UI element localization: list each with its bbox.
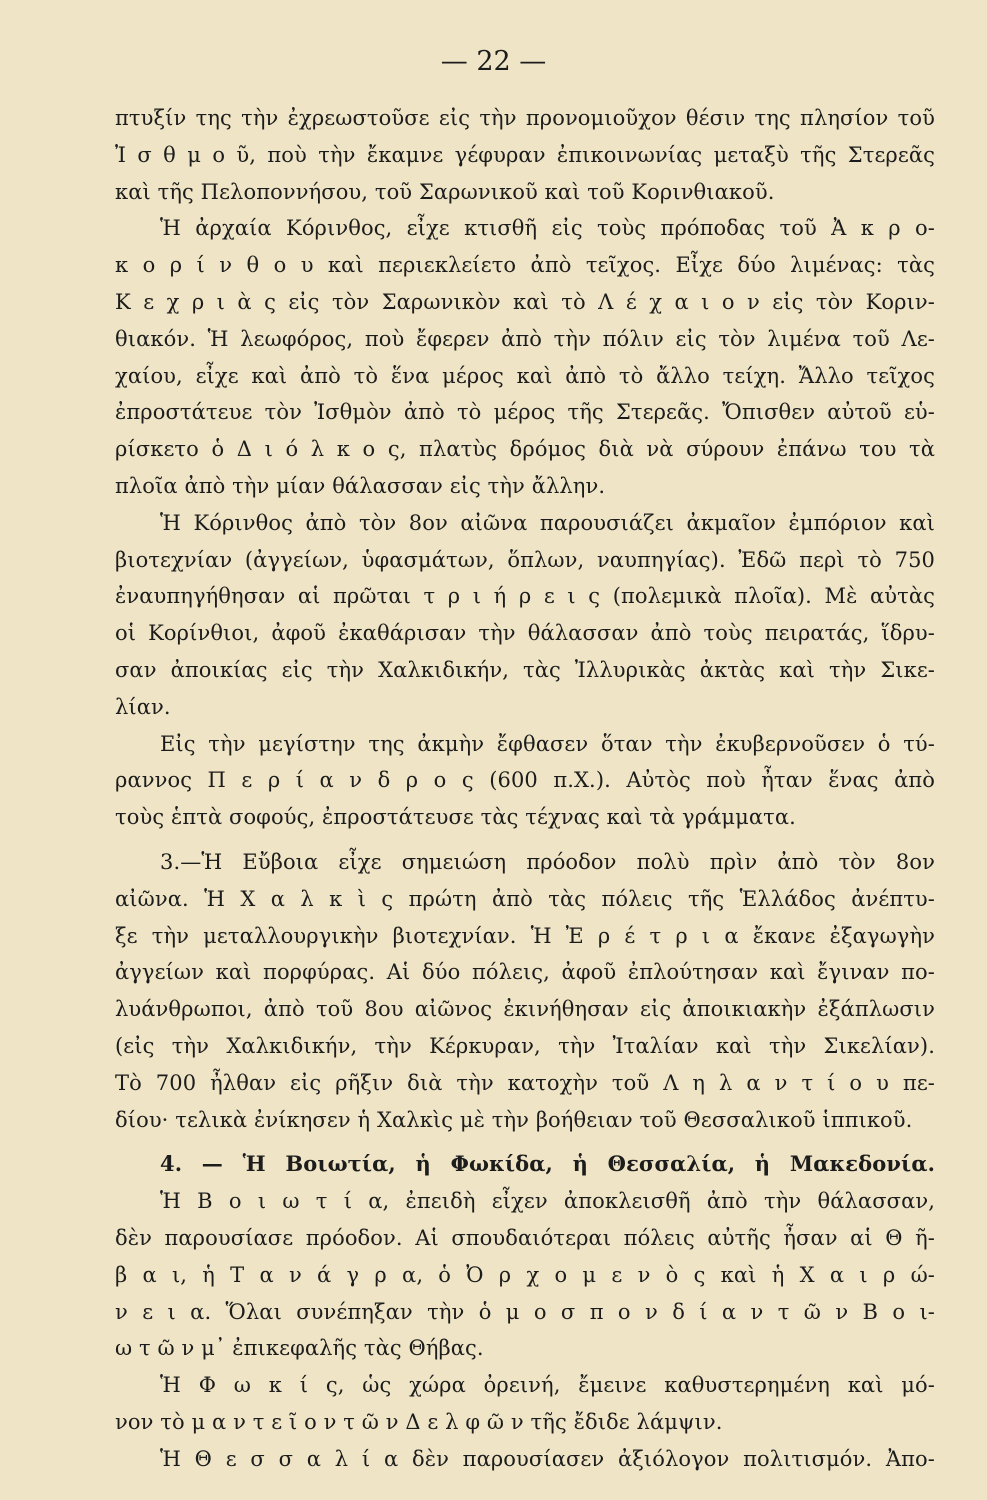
text-line: Ἡ Β ο ι ω τ ί α, ἐπειδὴ εἶχεν ἀποκλεισθῆ ἀπὸ τὴν θάλασσαν, [160, 1189, 935, 1214]
text-line: ἐπροστάτευε τὸν Ἰσθμὸν ἀπὸ τὸ μέρος τῆς Στερεᾶς. Ὄπισθεν αὐτοῦ εὑ- [115, 400, 935, 425]
text-line: 3.—Ἡ Εὔβοια εἶχε σημειώση πρόοδον πολὺ πρὶν ἀπὸ τὸν 8ον [160, 849, 935, 874]
text-line: αἰῶνα. Ἡ Χ α λ κ ὶ ς πρώτη ἀπὸ τὰς πόλεις τῆς Ἑλλάδος ἀνέπτυ- [115, 886, 935, 911]
text-line: τοὺς ἑπτὰ σοφούς, ἐπροστάτευσε τὰς τέχνας καὶ τὰ γράμματα. [115, 805, 796, 830]
text-line: Ἡ Φ ω κ ί ς, ὡς χώρα ὀρεινή, ἔμεινε καθυστερημένη καὶ μό- [160, 1373, 935, 1398]
text-line: καὶ τῆς Πελοποννήσου, τοῦ Σαρωνικοῦ καὶ τοῦ Κορινθιακοῦ. [115, 179, 775, 204]
text-line: βιοτεχνίαν (ἀγγείων, ὑφασμάτων, ὅπλων, ναυπηγίας). Ἐδῶ περὶ τὸ 750 [115, 547, 935, 572]
text-line: ραννος Π ε ρ ί α ν δ ρ ο ς (600 π.Χ.). Αὐτὸς ποὺ ἦταν ἕνας ἀπὸ [115, 768, 935, 793]
text-line: οἱ Κορίνθιοι, ἀφοῦ ἐκαθάρισαν τὴν θάλασσαν ἀπὸ τοὺς πειρατάς, ἵδρυ- [115, 621, 935, 646]
text-line: λίαν. [115, 694, 171, 719]
text-line: ξε τὴν μεταλλουργικὴν βιοτεχνίαν. Ἡ Ἐ ρ έ τ ρ ι α ἔκανε ἐξαγωγὴν [115, 923, 935, 948]
text-line: πλοῖα ἀπὸ τὴν μίαν θάλασσαν εἰς τὴν ἄλλην. [115, 473, 606, 498]
text-line: νον τὸ μ α ν τ ε ῖ ο ν τ ῶ ν Δ ε λ φ ῶ ν τῆς ἔδιδε λάμψιν. [115, 1409, 723, 1434]
text-line: Ἡ Κόρινθος ἀπὸ τὸν 8ον αἰῶνα παρουσιάζει ἀκμαῖον ἐμπόριον καὶ [160, 510, 935, 535]
text-line: ω τ ῶ ν μ᾿ ἐπικεφαλῆς τὰς Θήβας. [115, 1336, 484, 1361]
text-line: ἐναυπηγήθησαν αἱ πρῶται τ ρ ι ή ρ ε ι ς (πολεμικὰ πλοῖα). Μὲ αὐτὰς [115, 584, 935, 609]
text-line: πτυξίν της τὴν ἐχρεωστοῦσε εἰς τὴν προνομιοῦχον θέσιν της πλησίον τοῦ [115, 106, 935, 130]
text-line: λυάνθρωποι, ἀπὸ τοῦ 8ου αἰῶνος ἐκινήθησαν εἰς ἀποικιακὴν ἐξάπλωσιν [115, 997, 935, 1022]
section-heading-line: 4. — Ἡ Βοιωτία, ἡ Φωκίδα, ἡ Θεσσαλία, ἡ Μακεδονία. [160, 1151, 935, 1177]
page-number: — 22 — [440, 46, 547, 77]
text-line: σαν ἀποικίας εἰς τὴν Χαλκιδικήν, τὰς Ἰλλυρικὰς ἀκτὰς καὶ τὴν Σικε- [115, 657, 935, 682]
body-text [115, 100, 935, 1477]
text-line: θιακόν. Ἡ λεωφόρος, ποὺ ἔφερεν ἀπὸ τὴν πόλιν εἰς τὸν λιμένα τοῦ Λε- [115, 326, 935, 351]
text-line: Ἡ Θ ε σ σ α λ ί α δὲν παρουσίασεν ἀξιόλογον πολιτισμόν. Ἀπο- [160, 1446, 935, 1471]
text-line: Ἡ ἀρχαία Κόρινθος, εἶχε κτισθῆ εἰς τοὺς πρόποδας τοῦ Ἀ κ ρ ο- [160, 216, 935, 241]
text-line: δίου· τελικὰ ἐνίκησεν ἡ Χαλκὶς μὲ τὴν βοήθειαν τοῦ Θεσσαλικοῦ ἱππικοῦ. [115, 1107, 913, 1132]
text-line: ρίσκετο ὁ Δ ι ό λ κ ο ς, πλατὺς δρόμος διὰ νὰ σύρουν ἐπάνω του τὰ [115, 437, 935, 462]
text-line: κ ο ρ ί ν θ ο υ καὶ περιεκλείετο ἀπὸ τεῖχος. Εἶχε δύο λιμένας: τὰς [115, 253, 935, 278]
text-line: Κ ε χ ρ ι ὰ ς εἰς τὸν Σαρωνικὸν καὶ τὸ Λ έ χ α ι ο ν εἰς τὸν Κοριν- [115, 289, 935, 314]
text-line: Ἰ σ θ μ ο ῦ, ποὺ τὴν ἔκαμνε γέφυραν ἐπικοινωνίας μεταξὺ τῆς Στερεᾶς [115, 142, 935, 167]
text-line: (εἰς τὴν Χαλκιδικήν, τὴν Κέρκυραν, τὴν Ἰταλίαν καὶ τὴν Σικελίαν). [115, 1033, 935, 1058]
text-line: β α ι, ἡ Τ α ν ά γ ρ α, ὁ Ὀ ρ χ ο μ ε ν ὸ ς καὶ ἡ Χ α ι ρ ώ- [115, 1262, 935, 1287]
text-line: δὲν παρουσίασε πρόοδον. Αἱ σπουδαιότεραι πόλεις αὐτῆς ἦσαν αἱ Θ ῆ- [115, 1225, 935, 1250]
text-line: χαίου, εἶχε καὶ ἀπὸ τὸ ἕνα μέρος καὶ ἀπὸ τὸ ἄλλο τείχη. Ἄλλο τεῖχος [115, 363, 935, 388]
text-line: ἀγγείων καὶ πορφύρας. Αἱ δύο πόλεις, ἀφοῦ ἐπλούτησαν καὶ ἔγιναν πο- [115, 960, 935, 985]
text-line: ν ε ι α. Ὅλαι συνέπηξαν τὴν ὁ μ ο σ π ο ν δ ί α ν τ ῶ ν Β ο ι- [115, 1299, 935, 1324]
text-line: Εἰς τὴν μεγίστην της ἀκμὴν ἔφθασεν ὅταν τὴν ἐκυβερνοῦσεν ὁ τύ- [160, 731, 935, 756]
text-line: Τὸ 700 ἦλθαν εἰς ρῆξιν διὰ τὴν κατοχὴν τοῦ Λ η λ α ν τ ί ο υ πε- [115, 1070, 935, 1095]
